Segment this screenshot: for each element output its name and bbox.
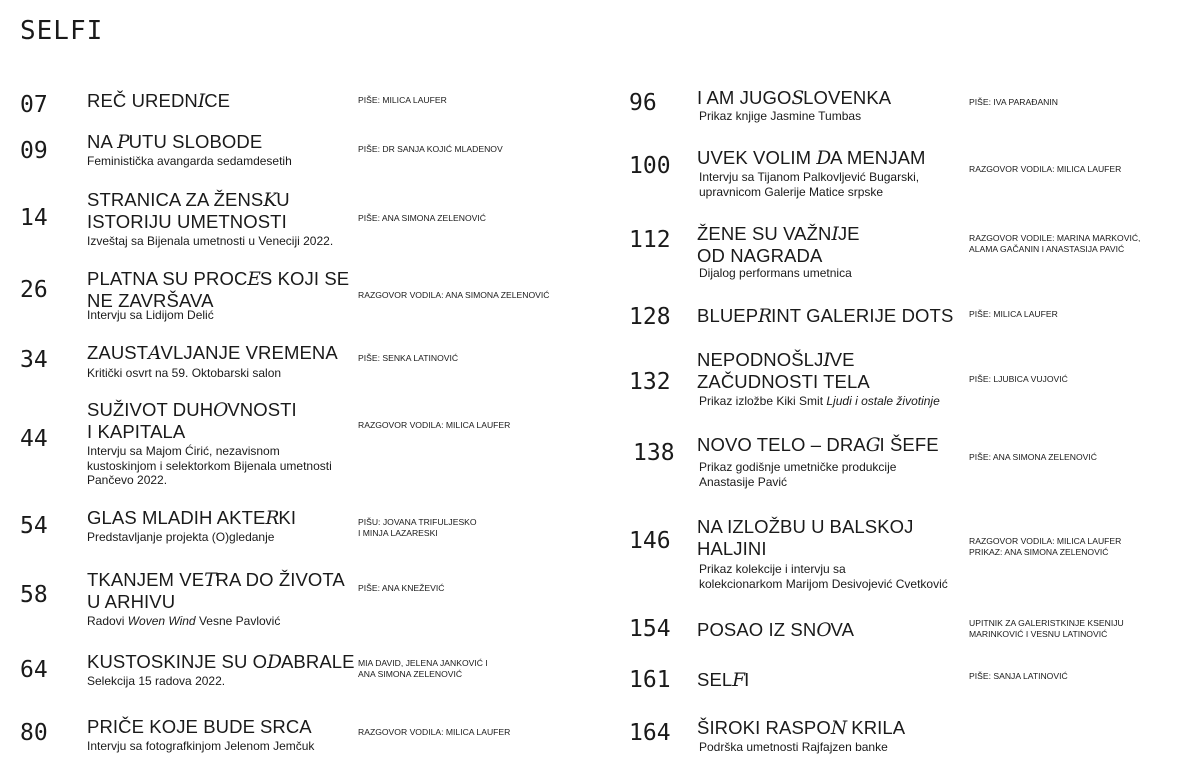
entry-subtitle-line: upravnicom Galerije Matice srpske xyxy=(699,184,884,199)
entry-subtitle-line: Intervju sa Tijanom Palkovljević Bugarski, xyxy=(699,170,920,184)
entry-author-line: PIŠE: IVA PARAĐANIN xyxy=(969,97,1058,107)
entry-title-line: HALJINI xyxy=(697,538,767,559)
entry-author xyxy=(969,618,1124,640)
entry-title xyxy=(87,651,355,673)
page-number: 164 xyxy=(629,720,671,746)
decorative-letter: A xyxy=(148,343,161,364)
entry-author-line: PIŠE: ANA SIMONA ZELENOVIĆ xyxy=(358,213,486,223)
entry-title xyxy=(87,268,349,311)
decorative-letter: K xyxy=(263,190,277,211)
entry-title xyxy=(697,516,914,559)
entry-title xyxy=(697,434,939,456)
entry-title xyxy=(87,399,297,442)
entry-title-line: U ARHIVU xyxy=(87,591,176,612)
page-number: 154 xyxy=(629,616,671,642)
entry-author-line: UPITNIK ZA GALERISTKINJE KSENIJU xyxy=(969,618,1124,628)
entry-author xyxy=(358,144,503,155)
entry-subtitle xyxy=(87,739,314,754)
entry-subtitle xyxy=(699,460,896,489)
entry-subtitle-line: Radovi Woven Wind Vesne Pavlović xyxy=(87,614,281,628)
entry-title xyxy=(87,131,262,153)
entry-subtitle-line: Predstavljanje projekta (O)gledanje xyxy=(87,530,275,544)
entry-author xyxy=(969,452,1097,463)
entry-author xyxy=(969,233,1140,255)
entry-title xyxy=(87,90,230,112)
entry-title-line: NA PUTU SLOBODE xyxy=(87,131,263,153)
decorative-letter: I xyxy=(823,350,830,371)
entry-title xyxy=(697,305,953,327)
decorative-letter: T xyxy=(204,570,216,591)
entry-author xyxy=(969,309,1058,320)
entry-subtitle xyxy=(87,530,274,545)
entry-subtitle-line: Prikaz izložbe Kiki Smit Ljudi i ostale životinje xyxy=(699,394,940,408)
entry-subtitle-line: kustoskinjom i selektorkom Bijenala umetnosti xyxy=(87,458,332,473)
entry-author-line: RAZGOVOR VODILA: MILICA LAUFER xyxy=(358,420,511,430)
decorative-letter: N xyxy=(830,718,847,739)
entry-subtitle-line: Intervju sa Lidijom Delić xyxy=(87,308,214,322)
entry-title-line: ISTORIJU UMETNOSTI xyxy=(87,211,287,232)
entry-subtitle-line: kolekcionarkom Marijom Desivojević Cvetković xyxy=(699,576,948,591)
entry-title xyxy=(87,189,290,232)
entry-subtitle-line: Prikaz godišnje umetničke produkcije xyxy=(699,460,897,474)
entry-title-line: NE ZAVRŠAVA xyxy=(87,290,214,311)
entry-title-line: KUSTOSKINJE SU ODABRALE xyxy=(87,651,355,673)
entry-subtitle xyxy=(87,154,292,169)
decorative-letter: P xyxy=(117,132,129,153)
entry-title-line: OD NAGRADA xyxy=(697,245,823,266)
entry-author xyxy=(358,95,447,106)
entry-author-line: ANA SIMONA ZELENOVIĆ xyxy=(358,669,463,679)
entry-subtitle xyxy=(87,308,214,323)
entry-author-line: RAZGOVOR VODILA: MILICA LAUFER xyxy=(969,164,1122,174)
entry-author xyxy=(358,727,510,738)
entry-author-line: ALAMA GAČANIN I ANASTASIJA PAVIĆ xyxy=(969,244,1125,254)
page-number: 138 xyxy=(633,440,675,466)
entry-title-line: TKANJEM VETRA DO ŽIVOTA xyxy=(87,569,345,591)
entry-title xyxy=(697,619,854,641)
entry-title xyxy=(697,717,905,739)
entry-subtitle xyxy=(699,740,888,755)
decorative-letter: E xyxy=(247,269,260,290)
entry-author xyxy=(358,517,477,539)
entry-subtitle xyxy=(699,394,940,409)
entry-subtitle-line: Anastasije Pavić xyxy=(699,474,788,489)
page-number: 161 xyxy=(629,667,671,693)
entry-subtitle-line: Intervju sa Majom Ćirić, nezavisnom xyxy=(87,444,280,458)
work-title: Woven Wind xyxy=(127,614,196,628)
entry-title xyxy=(87,716,312,738)
entry-title xyxy=(697,669,749,691)
entry-title-line: STRANICA ZA ŽENSKU xyxy=(87,189,290,211)
decorative-letter: R xyxy=(758,306,772,327)
decorative-letter: S xyxy=(791,88,804,109)
page-number: 80 xyxy=(20,720,48,746)
entry-author-line: PIŠE: ANA KNEŽEVIĆ xyxy=(358,583,445,593)
decorative-letter: G xyxy=(865,435,880,456)
entry-subtitle-line: Podrška umetnosti Rajfajzen banke xyxy=(699,740,888,754)
entry-author xyxy=(358,213,486,224)
entry-subtitle xyxy=(699,562,948,591)
page-number: 64 xyxy=(20,657,48,683)
entry-author xyxy=(358,583,444,594)
entry-subtitle xyxy=(699,170,919,199)
entry-title-line: PRIČE KOJE BUDE SRCA xyxy=(87,716,312,737)
entry-subtitle-line: Dijalog performans umetnica xyxy=(699,266,852,280)
entry-author-line: PIŠE: SENKA LATINOVIĆ xyxy=(358,353,459,363)
entry-title xyxy=(697,349,870,392)
entry-author xyxy=(969,97,1058,108)
entry-subtitle xyxy=(699,109,861,124)
decorative-letter: F xyxy=(732,670,745,691)
entry-title-line: BLUEPRINT GALERIJE DOTS xyxy=(697,305,954,327)
entry-title-line: POSAO IZ SNOVA xyxy=(697,619,855,641)
decorative-letter xyxy=(255,717,260,738)
entry-title xyxy=(697,87,891,109)
entry-title-line: SELFI xyxy=(697,669,750,691)
entry-subtitle-line: Selekcija 15 radova 2022. xyxy=(87,674,226,688)
entry-subtitle xyxy=(87,674,225,689)
entry-author-line: RAZGOVOR VODILA: MILICA LAUFER xyxy=(969,536,1122,546)
entry-author-line: PIŠE: DR SANJA KOJIĆ MLADENOV xyxy=(358,144,503,154)
entry-subtitle xyxy=(87,366,281,381)
page-number: 96 xyxy=(629,90,657,116)
entry-author-line: PIŠE: LJUBICA VUJOVIĆ xyxy=(969,374,1068,384)
page-number: 146 xyxy=(629,528,671,554)
entry-author-line: RAZGOVOR VODILA: MILICA LAUFER xyxy=(358,727,511,737)
entry-title-line: NA IZLOŽBU U BALSKOJ xyxy=(697,516,914,537)
decorative-letter: I xyxy=(831,224,838,245)
page-number: 34 xyxy=(20,347,48,373)
entry-title-line: REČ UREDNICE xyxy=(87,90,231,112)
entry-subtitle-line: Intervju sa fotografkinjom Jelenom Jemčuk xyxy=(87,739,315,753)
entry-author-line: PIŠE: MILICA LAUFER xyxy=(358,95,447,105)
decorative-letter: O xyxy=(213,400,228,421)
entry-author-line: PRIKAZ: ANA SIMONA ZELENOVIĆ xyxy=(969,547,1109,557)
entry-title xyxy=(697,223,860,266)
decorative-letter xyxy=(825,517,830,538)
page-number: 09 xyxy=(20,138,48,164)
entry-author xyxy=(358,353,458,364)
entry-subtitle-line: Feministička avangarda sedamdesetih xyxy=(87,154,292,168)
decorative-letter: D xyxy=(267,652,281,673)
entry-subtitle-line: Izveštaj sa Bijenala umetnosti u Veneciji 2022. xyxy=(87,234,334,248)
entry-author xyxy=(969,671,1068,682)
entry-author-line: RAZGOVOR VODILE: MARINA MARKOVIĆ, xyxy=(969,233,1141,243)
entry-title xyxy=(87,342,338,364)
entry-author xyxy=(969,164,1121,175)
entry-title xyxy=(697,147,926,169)
entry-author xyxy=(358,658,488,680)
page-number: 112 xyxy=(629,227,671,253)
entry-author-line: PIŠE: ANA SIMONA ZELENOVIĆ xyxy=(969,452,1097,462)
entry-title-line: ZAČUDNOSTI TELA xyxy=(697,371,870,392)
entry-author xyxy=(358,290,550,301)
entry-subtitle xyxy=(87,614,280,629)
entry-author-line: I MINJA LAZARESKI xyxy=(358,528,438,538)
entry-author-line: MARINKOVIĆ I VESNU LATINOVIĆ xyxy=(969,629,1108,639)
work-title: Ljudi i ostale životinje xyxy=(826,394,940,408)
decorative-letter: I xyxy=(197,91,205,112)
page-number: 07 xyxy=(20,92,48,118)
entry-author-line: RAZGOVOR VODILA: ANA SIMONA ZELENOVIĆ xyxy=(358,290,550,300)
entry-subtitle-line: Pančevo 2022. xyxy=(87,473,168,487)
entry-title xyxy=(87,507,296,529)
entry-author-line: PIŠU: JOVANA TRIFULJESKO xyxy=(358,517,477,527)
entry-title-line: GLAS MLADIH AKTERKI xyxy=(87,507,297,529)
entry-title xyxy=(87,569,345,612)
entry-title-line: PLATNA SU PROCES KOJI SE xyxy=(87,268,350,290)
page-number: 26 xyxy=(20,277,48,303)
page-number: 54 xyxy=(20,513,48,539)
entry-subtitle-line: Prikaz knjige Jasmine Tumbas xyxy=(699,109,862,123)
page-number: 132 xyxy=(629,369,671,395)
entry-title-line: I KAPITALA xyxy=(87,421,186,442)
entry-author xyxy=(358,420,510,431)
entry-title-line: ŽENE SU VAŽNIJE xyxy=(697,223,860,245)
entry-author-line: MIA DAVID, JELENA JANKOVIĆ I xyxy=(358,658,488,668)
entry-author-line: PIŠE: MILICA LAUFER xyxy=(969,309,1058,319)
page-number: 128 xyxy=(629,304,671,330)
entry-author-line: PIŠE: SANJA LATINOVIĆ xyxy=(969,671,1068,681)
page-number: 100 xyxy=(629,153,671,179)
page-number: 14 xyxy=(20,205,48,231)
entry-title-line: ŠIROKI RASPON KRILA xyxy=(697,717,906,739)
entry-subtitle xyxy=(87,444,332,488)
entry-title-line: NEPODNOŠLJIVE xyxy=(697,349,855,371)
entry-title-line: UVEK VOLIM DA MENJAM xyxy=(697,147,926,169)
entry-author xyxy=(969,536,1121,558)
entry-subtitle xyxy=(699,266,852,281)
decorative-letter: R xyxy=(265,508,279,529)
page-number: 58 xyxy=(20,582,48,608)
entry-subtitle-line: Kritički osvrt na 59. Oktobarski salon xyxy=(87,366,282,380)
decorative-letter: O xyxy=(816,620,831,641)
entry-title-line: I AM JUGOSLOVENKA xyxy=(697,87,892,109)
entry-subtitle-line: Prikaz kolekcije i intervju sa xyxy=(699,562,846,576)
entry-author xyxy=(969,374,1068,385)
page-number: 44 xyxy=(20,426,48,452)
page-title: SELFI xyxy=(20,16,104,46)
entry-title-line: ZAUSTAVLJANJE VREMENA xyxy=(87,342,338,364)
entry-title-line: NOVO TELO – DRAGI ŠEFE xyxy=(697,434,939,456)
decorative-letter: D xyxy=(816,148,831,169)
entry-title-line: SUŽIVOT DUHOVNOSTI xyxy=(87,399,297,421)
entry-subtitle xyxy=(87,234,333,249)
